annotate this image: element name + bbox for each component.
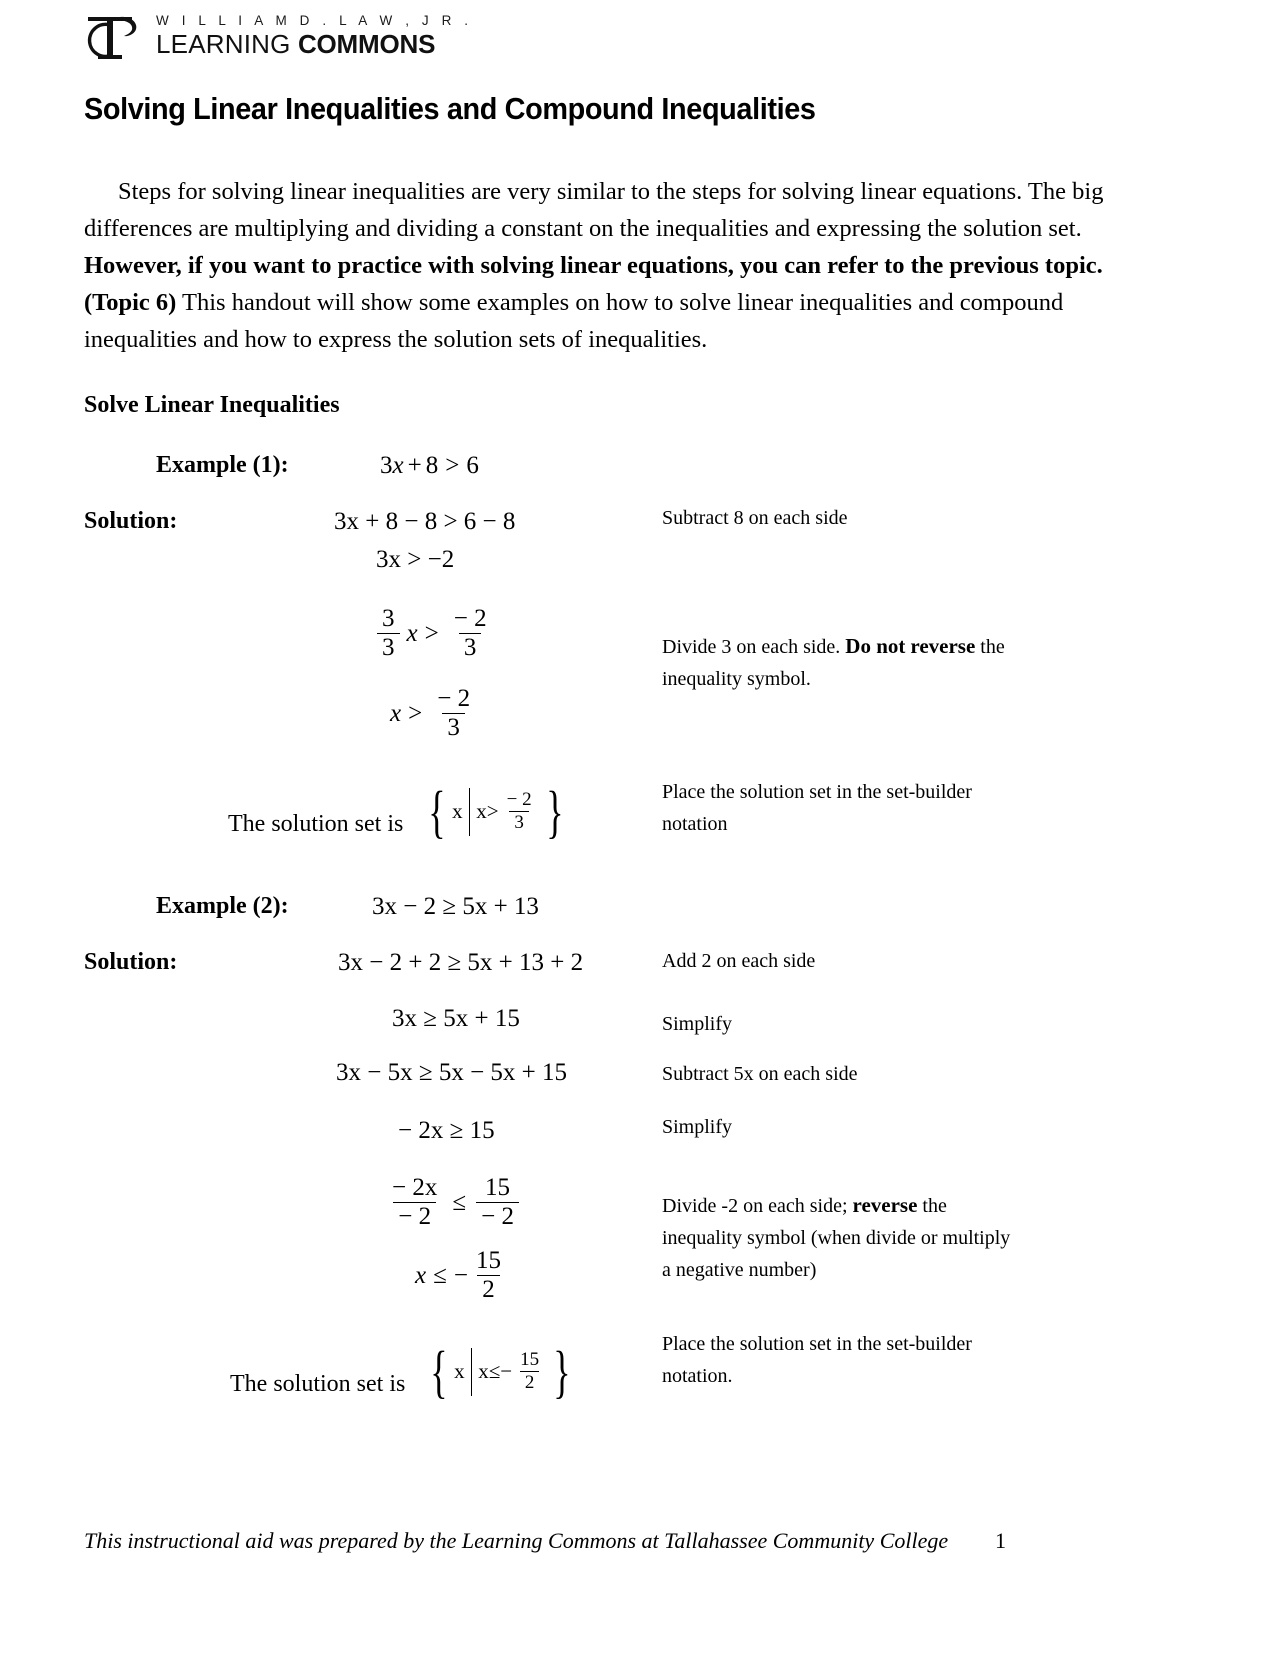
e1-set-var2: x (476, 799, 487, 824)
e2-step6-den: 2 (477, 1275, 500, 1303)
section-heading-solve-linear-inequalities: Solve Linear Inequalities (84, 392, 340, 418)
example-1-step-2: 3x > −2 (376, 546, 455, 573)
example-2-problem: 3x − 2 ≥ 5x + 13 (372, 893, 539, 920)
example-1-solution-set (423, 779, 568, 844)
e2-set-var2: x (478, 1359, 489, 1384)
set-divider-icon-1 (469, 788, 471, 836)
intro-text-bold: However, if you want to practice with solving linear equations, you can refer to the previous topic. (Topic 6) (84, 251, 1103, 316)
e1-set-den: 3 (509, 811, 529, 833)
left-brace-icon-2: { (430, 1339, 448, 1404)
e1-note2-post: the inequality symbol. (662, 636, 1005, 690)
e2-set-den: 2 (520, 1371, 540, 1393)
example-1-note-3: Place the solution set in the set-builder notation (662, 781, 972, 835)
e1-step4-rel: > (408, 699, 423, 727)
e1-step4-den: 3 (442, 713, 465, 741)
logo-line-name: W I L L I A M D . L A W , J R . (156, 13, 473, 28)
e1-step4-var: x (390, 699, 402, 727)
set-divider-icon-2 (471, 1348, 473, 1396)
solution-set-is-label-1: The solution set is (228, 811, 404, 837)
e1-set-rel: > (486, 799, 499, 824)
example-2-step-4: − 2x ≥ 15 (398, 1117, 495, 1144)
e1-step4-frac (432, 686, 475, 742)
example-2-label: Example (2): (156, 893, 289, 919)
right-brace-icon-2: } (553, 1339, 571, 1404)
example-1-solution-set-line (228, 779, 568, 844)
left-brace-icon-1: { (428, 779, 446, 844)
logo-commons-text: COMMONS (297, 28, 436, 59)
example-1-label: Example (1): (156, 452, 289, 478)
example-2-note-divide (662, 1189, 1022, 1286)
example-1-step-4 (390, 686, 478, 742)
e2-step5-rel: ≤ (452, 1188, 467, 1216)
e2-step6-num: 15 (475, 1247, 501, 1274)
e2-frac-left (387, 1175, 442, 1231)
e2-set-frac (515, 1350, 544, 1393)
e1-rhs: 6 (466, 452, 479, 479)
example-2-solution-set-line (230, 1339, 576, 1404)
document-header (84, 12, 473, 64)
example-1-problem (380, 452, 479, 480)
example-2-step-1: 3x − 2 + 2 ≥ 5x + 13 + 2 (338, 949, 584, 976)
e2-set-num: 15 (520, 1349, 540, 1371)
e1-frac-right-den: 3 (459, 633, 482, 661)
example-1-note-2 (662, 630, 1062, 695)
e1-coef: 3 (380, 452, 393, 479)
e1-note2-bold2: reverse (910, 634, 976, 658)
example-2-note-2: Simplify (662, 1013, 733, 1035)
e1-set-num: − 2 (506, 789, 532, 811)
e2-frac-right (476, 1175, 519, 1231)
example-2-step-6 (415, 1248, 509, 1304)
e2-step6-rel: ≤ (433, 1261, 447, 1289)
e1-const: 8 (425, 452, 439, 479)
e1-set-var: x (452, 799, 463, 824)
intro-text-part2: This handout will show some examples on how to solve linear inequalities and compound inequalities and how to express the solution sets of inequalities. (84, 288, 1064, 353)
solution-set-is-label-2: The solution set is (230, 1371, 406, 1397)
e1-note2-pre: Divide 3 on each side. (662, 636, 846, 658)
intro-text-part1: Steps for solving linear inequalities are very similar to the steps for solving linear equations. The big differences are multiplying and dividing a constant on the inequalities and expressing the solution set. (84, 177, 1104, 242)
e2-step6-sign: − (453, 1261, 468, 1289)
e2-divide-post: the inequality symbol (when divide or multiply a negative number) (662, 1195, 1011, 1281)
tcc-monogram-icon (84, 12, 140, 64)
e1-frac-left (377, 606, 400, 662)
example-2-step-3: 3x − 5x ≥ 5x − 5x + 15 (336, 1059, 568, 1086)
footer-credit: This instructional aid was prepared by the Learning Commons at Tallahassee Community College (84, 1528, 949, 1553)
logo-wordmark (156, 12, 473, 57)
right-brace-icon-1: } (545, 779, 564, 844)
example-2-note-setbuilder: Place the solution set in the set-builder notation. (662, 1333, 972, 1387)
e2-set-rel: ≤ (488, 1359, 501, 1384)
e2-frac-left-num: − 2x (392, 1174, 438, 1201)
e1-var: x (392, 452, 404, 479)
example-2-note-3: Subtract 5x on each side (662, 1063, 858, 1085)
e1-step3-var: x (406, 619, 418, 647)
example-2-step-2: 3x ≥ 5x + 15 (392, 1005, 520, 1032)
e1-step4-num: − 2 (437, 685, 471, 712)
example-2-note-1: Add 2 on each side (662, 950, 816, 972)
page-title: Solving Linear Inequalities and Compound Inequalities (84, 90, 816, 126)
page-number: 1 (995, 1528, 1006, 1553)
e1-frac-right-num: − 2 (453, 605, 487, 632)
e2-frac-left-den: − 2 (393, 1202, 436, 1230)
example-1-step-3 (374, 606, 495, 662)
e2-frac-right-den: − 2 (476, 1202, 519, 1230)
e2-set-var: x (454, 1359, 465, 1384)
e1-note2-bold1: Do not (845, 634, 906, 658)
example-1-step-1: 3x + 8 − 8 > 6 − 8 (334, 508, 516, 535)
example-1-solution-label: Solution: (84, 508, 178, 534)
e1-step3-rel: > (424, 619, 439, 647)
example-2-solution-label: Solution: (84, 949, 178, 975)
e2-divide-bold: reverse (852, 1193, 918, 1217)
example-2-step-5 (384, 1175, 522, 1231)
e1-frac-right (449, 606, 492, 662)
example-2-note-4: Simplify (662, 1116, 733, 1138)
example-2-solution-set (425, 1339, 576, 1404)
e2-set-sign: − (500, 1359, 513, 1384)
logo-line-commons (156, 28, 473, 59)
e1-frac-left-num: 3 (382, 605, 395, 632)
logo-learning-text: LEARNING (156, 28, 298, 59)
example-1-note-1: Subtract 8 on each side (662, 507, 848, 529)
e1-plus: + (407, 452, 422, 479)
intro-paragraph (84, 173, 1114, 358)
e2-frac-right-num: 15 (485, 1174, 511, 1201)
e1-rel: > (445, 452, 460, 479)
e2-divide-pre: Divide -2 on each side; (662, 1195, 853, 1217)
e2-step6-var: x (415, 1261, 427, 1289)
e2-step6-frac (471, 1248, 506, 1304)
e1-set-frac (502, 790, 537, 833)
e1-frac-left-den: 3 (377, 633, 400, 661)
